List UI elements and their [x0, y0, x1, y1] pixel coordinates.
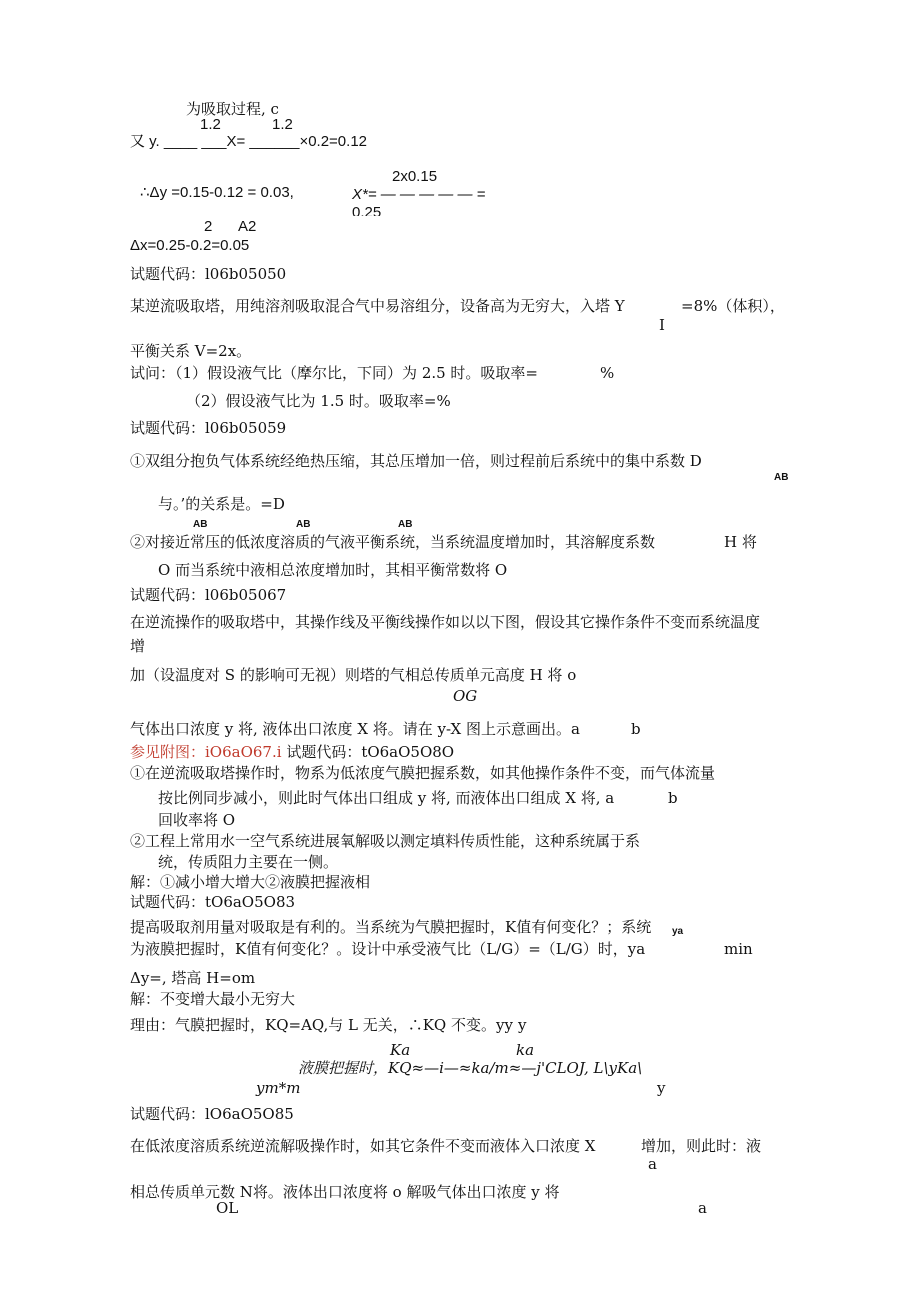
subscript-label: a [648, 1155, 657, 1173]
paragraph-line: 与。’的关系是。=D [158, 495, 285, 513]
paragraph-line: 相总传质单元数 N将。液体出口浓度将 o 解吸气体出口浓度 y 将 [130, 1183, 560, 1201]
paragraph-line-tail: H 将 [724, 533, 757, 551]
figure-reference: 参见附图：iO6aO67.i [130, 743, 282, 761]
paragraph-line-tail: y [518, 1016, 527, 1034]
text-numerator-1: 1.2 [200, 116, 221, 133]
text-line-1: 为吸取过程, c [186, 100, 279, 118]
subscript-label: AB [296, 519, 311, 530]
paragraph-line: 理由：气膜把握时，KQ=AQ,与 L 无关，∴KQ 不变。yy [130, 1016, 513, 1034]
answer-line: 解：不变增大最小无穷大 [130, 990, 296, 1008]
paragraph-line-tail: 增加，则此时：液 [641, 1137, 762, 1155]
paragraph-line-tail: =8%（体积）， [681, 297, 785, 315]
paragraph-line: 按比例同步减小，则此时气体出口组成 y 将, 而液体出口组成 X 将, a [158, 789, 615, 807]
subscript-label: ya [672, 926, 684, 937]
fraction-denominator-clipped: 0.25 [352, 204, 382, 216]
answer-line: 解：①减小增大增大②液膜把握液相 [130, 873, 371, 891]
question-code: 试题代码：tO6aO5O83 [130, 893, 296, 911]
paragraph-line: 统，传质阻力主要在一侧。 [158, 853, 339, 871]
subscript-label: OG [453, 687, 478, 705]
fraction-numerator: Ka [390, 1041, 411, 1059]
paragraph-line: ②工程上常用水一空气系统进展氧解吸以测定填料传质性能，这种系统属于系 [130, 832, 641, 850]
paragraph-line: 在低浓度溶质系统逆流解吸操作时，如其它条件不变而液体入口浓度 X [130, 1137, 596, 1155]
question-code: 试题代码：l06b05050 [130, 265, 287, 283]
paragraph-line: ②对接近常压的低浓度溶质的气液平衡系统，当系统温度增加时，其溶解度系数 [130, 533, 656, 551]
reference-line [130, 743, 454, 761]
paragraph-line: O 而当系统中液相总浓度增加时，其相平衡常数将 O [158, 561, 508, 579]
fraction-denominator: ym*m [256, 1079, 301, 1097]
equation-x-star: X*= — — — — — = [352, 186, 486, 203]
subscript-label: OL [216, 1199, 239, 1217]
question-code: 试题代码：tO6aO5O8O [281, 743, 455, 761]
subscript-label: AB [398, 519, 413, 530]
fraction-numerator: 2x0.15 [392, 168, 438, 185]
paragraph-line: 气体出口浓度 y 将, 液体出口浓度 X 将。请在 y-X 图上示意画出。a [130, 720, 580, 738]
question-code: 试题代码：l06b05067 [130, 586, 287, 604]
fraction-numerator: ka [516, 1041, 535, 1059]
paragraph-line: ①双组分抱负气体系统经绝热压缩，其总压增加一倍，则过程前后系统中的集中系数 D [130, 452, 702, 470]
subscript-label: I [659, 316, 665, 334]
question-line-tail: % [600, 364, 615, 382]
paragraph-line-tail: b [668, 789, 678, 807]
equation-line-1: 又 y. ____ ___X= ______×0.2=0.12 [130, 133, 368, 150]
paragraph-line: 为液膜把握时，K值有何变化？。设计中承受液气比（L/G）=（L/G）时，ya [130, 940, 646, 958]
fraction-denominator-1: 2 [204, 218, 213, 235]
paragraph-line: 平衡关系 V=2x。 [130, 342, 252, 360]
paragraph-line: 提高吸取剂用量对吸取是有利的。当系统为气膜把握时，K值有何变化？；系统 [130, 918, 652, 936]
subscript-label: min [724, 940, 753, 958]
subscript-label: AB [193, 519, 208, 530]
equation-line-2: ∴Δy =0.15-0.12 = 0.03, [140, 184, 294, 201]
fraction-denominator: y [657, 1079, 666, 1097]
fraction-denominator-2: A2 [238, 218, 257, 235]
subscript-label: a [698, 1199, 707, 1217]
paragraph-line-tail: b [631, 720, 641, 738]
equation-line: 液膜把握时，KQ≈—i—≈ka/m≈—j'CLOJ, L\yKa\ [298, 1059, 643, 1077]
paragraph-line: 回收率将 O [158, 811, 236, 829]
paragraph-line: 增 [130, 637, 146, 655]
paragraph-line: 在逆流操作的吸取塔中，其操作线及平衡线操作如以以下图，假设其它操作条件不变而系统温度 [130, 613, 761, 631]
paragraph-line: Δy=, 塔高 H=om [130, 969, 256, 987]
question-line: 试问：（1）假设液气比（摩尔比，下同）为 2.5 时。吸取率= [130, 364, 539, 382]
text-numerator-2: 1.2 [272, 116, 293, 133]
paragraph-line: 某逆流吸取塔，用纯溶剂吸取混合气中易溶组分，设备高为无穷大，入塔 Y [130, 297, 625, 315]
subscript-label: AB [774, 472, 789, 483]
question-code: 试题代码：l06b05059 [130, 419, 287, 437]
paragraph-line: 加（设温度对 S 的影响可无视）则塔的气相总传质单元高度 H 将 o [130, 666, 577, 684]
question-line: （2）假设液气比为 1.5 时。吸取率=% [186, 392, 451, 410]
question-code: 试题代码：lO6aO5O85 [130, 1105, 294, 1123]
paragraph-line: ①在逆流吸取塔操作时，物系为低浓度气膜把握系数，如其他操作条件不变，而气体流量 [130, 764, 716, 782]
equation-line-3: Δx=0.25-0.2=0.05 [130, 237, 250, 254]
